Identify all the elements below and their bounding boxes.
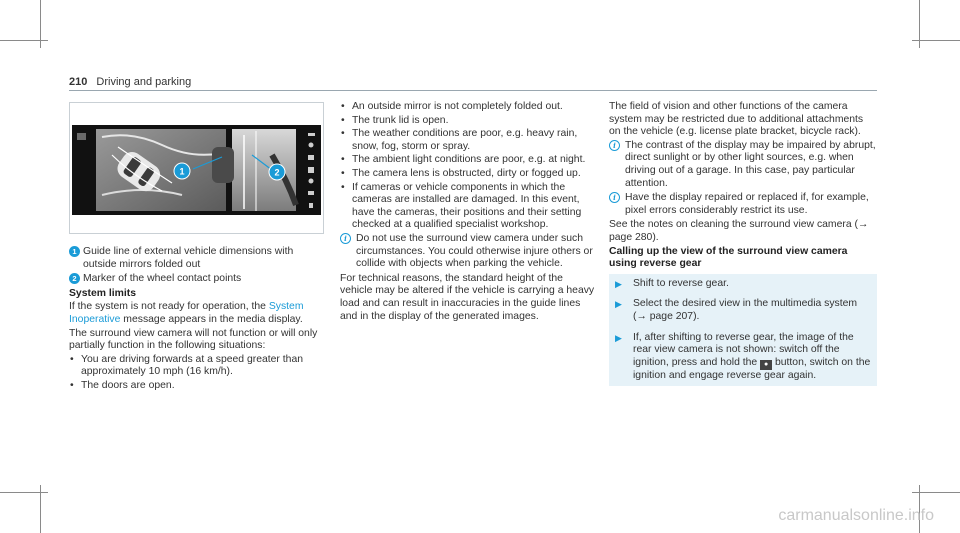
step-item: ▶ Shift to reverse gear. bbox=[611, 278, 873, 291]
note-text: Have the display repaired or replaced if, for example, pixel errors considerably restrict its use. bbox=[625, 192, 869, 216]
callout-2-marker bbox=[269, 164, 285, 180]
camera-view-svg bbox=[72, 125, 321, 215]
side-camera-view bbox=[232, 129, 296, 211]
legend-item bbox=[69, 273, 321, 286]
list-item: • If cameras or vehicle components in which the cameras are installed are damaged. In this event, have the cameras, their positions and their setting checked at a qualified specialist workshop. bbox=[341, 181, 582, 231]
crop-mark bbox=[0, 40, 48, 41]
list-item: • The weather conditions are poor, e.g. heavy rain, snow, fog, storm or spray. bbox=[341, 128, 578, 152]
note bbox=[340, 233, 598, 271]
section-heading: System limits bbox=[69, 287, 136, 299]
paragraph: For technical reasons, the standard height of the vehicle may be altered if the vehicle is carrying a heavy load and can result in inaccuracies in the guide lines and in the display of the generated images. bbox=[340, 272, 595, 322]
legend-number-badge: 1 bbox=[69, 246, 80, 257]
page-header bbox=[69, 76, 191, 88]
info-icon: i bbox=[340, 233, 351, 244]
svg-text:2: 2 bbox=[274, 167, 280, 178]
paragraph: The surround view camera will not function or will only partially function in the following situations: bbox=[69, 327, 318, 352]
note bbox=[609, 192, 877, 217]
crop-mark bbox=[0, 492, 48, 493]
list-item: • An outside mirror is not completely folded out. bbox=[341, 101, 563, 112]
section-heading: Calling up the view of the surround view camera using reverse gear bbox=[609, 245, 848, 270]
surround-view-figure bbox=[69, 102, 324, 234]
step-item: ▶ If, after shifting to reverse gear, the image of the rear view camera is not shown: switch off the ignition, press and hold the ● button, switch on the ignition and engage reverse gear again. bbox=[611, 332, 873, 383]
legend-number-badge: 2 bbox=[69, 273, 80, 284]
column-right bbox=[609, 101, 877, 386]
display-mode-icon bbox=[77, 133, 86, 140]
crop-mark bbox=[912, 40, 960, 41]
note-text: Do not use the surround view camera under such circumstances. You could otherwise injure others or collide with objects when parking the vehicle. bbox=[356, 232, 593, 270]
instruction-steps bbox=[609, 274, 877, 387]
system-inoperative-message-link[interactable]: System Inoperative bbox=[69, 301, 304, 325]
list-item: • The doors are open. bbox=[70, 379, 175, 391]
note-text: The contrast of the display may be impaired by abrupt, direct sunlight or by other light sources, e.g. when driving out of a garage. In this case, pay particular attention. bbox=[625, 139, 876, 189]
list-item: • You are driving forwards at a speed greater than approximately 10 mph (16 km/h). bbox=[70, 353, 303, 378]
camera-display-image bbox=[72, 125, 321, 215]
column-middle bbox=[340, 101, 598, 324]
top-down-view bbox=[96, 129, 226, 211]
info-icon: i bbox=[609, 192, 620, 203]
camera-button-icon: ● bbox=[760, 360, 772, 370]
arrow-icon: ▶ bbox=[615, 332, 622, 343]
arrow-icon: ▶ bbox=[615, 278, 622, 289]
legend-text: Guide line of external vehicle dimensions with outside mirrors folded out bbox=[83, 246, 294, 270]
paragraph: The field of vision and other functions of the camera system may be restricted due to additional attachments on the vehicle (e.g. license plate bracket, bicycle rack). bbox=[609, 101, 864, 138]
paragraph: If the system is not ready for operation, the System Inoperative message appears in the media display. bbox=[69, 301, 304, 325]
bullet-list bbox=[340, 101, 598, 232]
legend-item bbox=[69, 246, 321, 271]
callout-1-marker bbox=[174, 163, 190, 179]
page-number: 210 bbox=[69, 76, 88, 88]
list-item: • The ambient light conditions are poor, e.g. at night. bbox=[341, 154, 586, 166]
info-icon: i bbox=[609, 140, 620, 151]
bullet-list bbox=[69, 354, 321, 393]
watermark: carmanualsonline.info bbox=[778, 507, 934, 524]
section-title: Driving and parking bbox=[96, 76, 192, 88]
note bbox=[609, 140, 877, 190]
arrow-icon: ▶ bbox=[615, 299, 622, 310]
step-item: ▶ Select the desired view in the multimedia system (→ page 207). bbox=[611, 298, 873, 323]
legend-text: Marker of the wheel contact points bbox=[83, 273, 242, 285]
header-divider bbox=[69, 90, 877, 91]
paragraph: See the notes on cleaning the surround view camera (→ page 280). bbox=[609, 219, 869, 243]
column-left bbox=[69, 246, 321, 394]
list-item: • The trunk lid is open. bbox=[341, 114, 449, 126]
svg-text:1: 1 bbox=[179, 166, 185, 177]
list-item: • The camera lens is obstructed, dirty or fogged up. bbox=[341, 167, 581, 179]
crop-mark bbox=[912, 492, 960, 493]
